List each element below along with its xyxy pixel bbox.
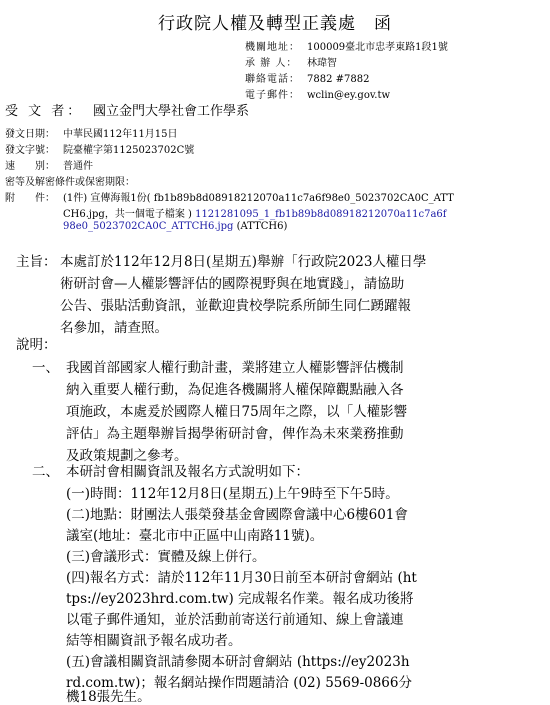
sub-item-line: (三)會議形式：實體及線上併行。 <box>66 549 266 565</box>
item-number: 二、 <box>32 464 59 480</box>
attachment-text: CH6.jpg，共一個電子檔案 ) <box>63 209 196 220</box>
sub-item-line: 機18張先生。 <box>66 689 151 705</box>
sub-item-line: tps://ey2023hrd.com.tw) 完成報名作業。報名成功後將 <box>66 591 414 607</box>
header-label: 機關地址： <box>245 42 300 53</box>
sub-item-line: (二)地點：財團法人張榮發基金會國際會議中心6樓601會 <box>66 507 408 523</box>
subject-label: 主旨： <box>16 254 57 270</box>
recipient <box>5 100 249 119</box>
sub-item-line: rd.com.tw)；報名網站操作問題請洽 (02) 5569-0866分 <box>66 675 412 691</box>
sub-item-line: (一)時間：112年12月8日(星期五)上午9時至下午5時。 <box>66 486 399 502</box>
meta-label: 速 別： <box>5 161 55 172</box>
header-contact-person <box>245 54 337 69</box>
header-address <box>245 38 448 53</box>
item-number: 一、 <box>32 360 59 376</box>
meta-value: 院臺權字第1125023702C號 <box>63 145 195 156</box>
classification <box>5 173 135 188</box>
header-label: 聯絡電話： <box>245 74 300 85</box>
sub-item-line: (四)報名方式：請於112年11月30日前至本研討會網站 (ht <box>66 570 417 586</box>
header-value: wclin@ey.gov.tw <box>307 90 391 101</box>
header-label: 電子郵件： <box>245 90 300 101</box>
subject-line: 本處訂於112年12月8日(星期五)舉辦「行政院2023人權日學 <box>60 254 427 270</box>
meta-value: 普通件 <box>63 161 93 172</box>
attachment-label: 附 件： <box>5 193 55 204</box>
subject-line: 名參加，請查照。 <box>60 320 168 336</box>
subject-line: 公告、張貼活動資訊，並歡迎貴校學院系所師生同仁踴躍報 <box>60 298 411 314</box>
urgency <box>5 157 93 172</box>
recipient-value: 國立金門大學社會工作學系 <box>93 104 250 119</box>
meta-label: 發文日期： <box>5 129 55 140</box>
item-line: 納入重要人權行動，為促進各機關將人權保障觀點融入各 <box>66 382 404 398</box>
header-email <box>245 86 390 101</box>
header-value: 100009臺北市忠孝東路1段1號 <box>307 42 448 53</box>
attachment-line-3 <box>63 221 287 232</box>
sub-item-line: 結等相關資訊予報名成功者。 <box>66 633 242 649</box>
document-title: 行政院人權及轉型正義處 函 <box>158 14 392 34</box>
explanation-label: 說明： <box>16 337 57 353</box>
meta-value: 中華民國112年11月15日 <box>63 129 178 140</box>
attachment-link[interactable]: 1121281095_1_fb1b89b8d08918212070a11c7a6f <box>195 209 447 220</box>
sub-item-line: 議室(地址：臺北市中正區中山南路11號)。 <box>66 528 324 544</box>
header-phone <box>245 70 369 85</box>
attachment-line-2 <box>63 205 446 220</box>
attachment-line-1 <box>5 189 454 204</box>
issue-number <box>5 141 194 156</box>
sub-item-line: 以電子郵件通知，並於活動前寄送行前通知、線上會議連 <box>66 612 404 628</box>
header-value: 7882 #7882 <box>307 74 370 85</box>
header-value: 林瑋智 <box>307 58 337 69</box>
attachment-link[interactable]: 98e0_5023702CA0C_ATTCH6.jpg <box>63 221 234 232</box>
sub-item-line: (五)會議相關資訊請參閱本研討會網站 (https://ey2023h <box>66 654 410 670</box>
attachment-text: (1件) 宣傳海報1份( fb1b89b8d08918212070a11c7a6f98e0_5023702CA0C_ATT <box>63 193 454 204</box>
item-line: 項施政，本處爰於國際人權日75周年之際，以「人權影響 <box>66 404 408 420</box>
item-intro: 本研討會相關資訊及報名方式說明如下： <box>66 464 309 480</box>
issue-date <box>5 125 178 140</box>
meta-label: 發文字號： <box>5 145 55 156</box>
item-line: 評估」為主題舉辦旨揭學術研討會，俾作為未來業務推動 <box>66 426 404 442</box>
recipient-label: 受 文 者： <box>5 104 84 119</box>
item-line: 及政策規劃之參考。 <box>66 448 188 464</box>
header-label: 承 辦 人： <box>245 58 298 69</box>
subject-line: 術研討會—人權影響評估的國際視野與在地實踐」，請協助 <box>60 276 405 292</box>
item-line: 我國首部國家人權行動計畫，業將建立人權影響評估機制 <box>66 360 404 376</box>
meta-label: 密等及解密條件或保密期限： <box>5 177 135 188</box>
attachment-text: (ATTCH6) <box>233 221 288 232</box>
